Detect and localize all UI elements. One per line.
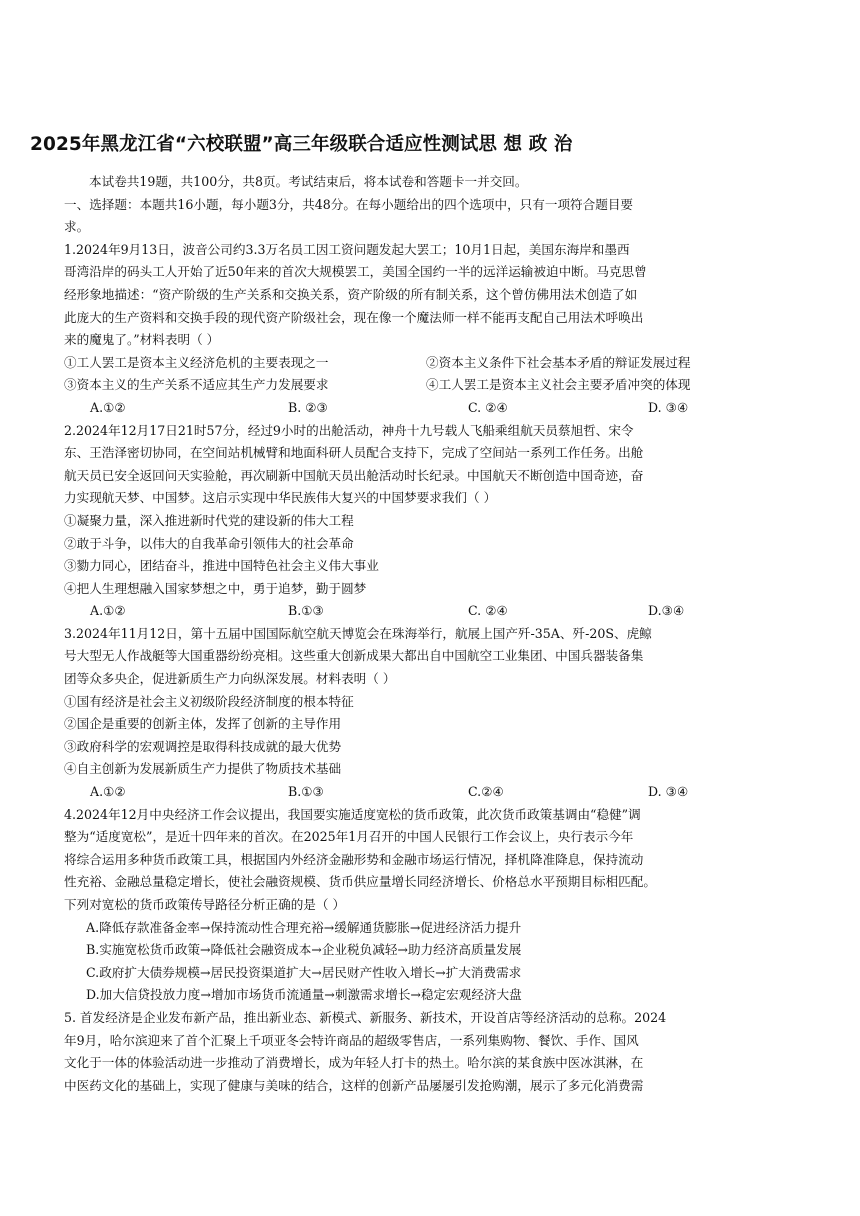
question-text-line: 下列对宽松的货币政策传导路径分析正确的是（ ） [64,897,346,912]
question-text-line: 3.2024年11月12日，第十五届中国国际航空航天博览会在珠海举行，航展上国产歼-35A、歼-20S、虎鲸 [64,625,652,641]
question-text-line: 哥湾沿岸的码头工人开始了近50年来的首次大规模罢工，美国全国约一半的远洋运输被迫中断。马克思曾 [64,264,647,280]
question-text-line: 力实现航天梦、中国梦。这启示实现中华民族伟大复兴的中国梦要求我们（ ） [64,490,497,506]
statement-2: ②敢于斗争，以伟大的自我革命引领伟大的社会革命 [64,535,354,551]
question-5 [64,1007,784,1097]
exam-content [64,171,784,1097]
question-3 [64,623,784,804]
question-text-line: 整为“适度宽松”，是近十四年来的首次。在2025年1月召开的中国人民银行工作会议上，央行表示今年 [64,829,634,845]
option-a: A.①② [90,399,126,415]
statement-3: ③资本主义的生产关系不适应其生产力发展要求 [64,377,329,393]
option-a: A.①② [90,784,126,800]
statement-2: ②资本主义条件下社会基本矛盾的辩证发展过程 [426,354,691,370]
answer-options [64,397,784,420]
question-text-line: 号大型无人作战艇等大国重器纷纷亮相。这些重大创新成果大都出自中国航空工业集团、中国兵器装备集 [64,648,644,664]
page-title: 2025年黑龙江省“六校联盟”高三年级联合适应性测试思 想 政 治 [30,134,573,155]
option-b: B.①③ [288,784,324,800]
question-text-line: 性充裕、金融总量稳定增长，使社会融资规模、货币供应量增长同经济增长、价格总水平预期目标相匹配。 [64,874,656,890]
statement-4: ④自主创新为发展新质生产力提供了物质技术基础 [64,761,342,777]
question-text-line: 1.2024年9月13日，波音公司约3.3万名员工因工资问题发起大罢工；10月1日起，美国东海岸和墨西 [64,241,630,257]
option-d: D.加大信贷投放力度→增加市场货币流通量→刺激需求增长→稳定宏观经济大盘 [86,987,522,1003]
question-4 [64,804,784,1007]
option-b: B. ②③ [288,399,328,415]
question-text-line: 来的魔鬼了。”材料表明（ ） [64,332,220,348]
option-c: C. ②④ [468,399,508,415]
option-c: C. ②④ [468,603,508,619]
statement-2: ②国企是重要的创新主体，发挥了创新的主导作用 [64,716,342,732]
statement-1: ①工人罢工是资本主义经济危机的主要表现之一 [64,354,329,370]
intro-text: 本试卷共19题，共100分，共8页。考试结束后，将本试卷和答题卡一并交回。 [89,174,528,189]
option-b: B.①③ [288,603,324,619]
option-c: C.政府扩大债券规模→居民投资渠道扩大→居民财产性收入增长→扩大消费需求 [86,964,522,980]
question-text-line: 经形象地描述：“资产阶级的生产关系和交换关系，资产阶级的所有制关系，这个曾仿佛用法术创造了如 [64,286,638,302]
statement-4: ④把人生理想融入国家梦想之中，勇于追梦，勤于圆梦 [64,580,367,596]
statement-row [64,374,784,397]
statement-4: ④工人罢工是资本主义社会主要矛盾冲突的体现 [426,377,691,393]
question-text-line: 此庞大的生产资料和交换手段的现代资产阶级社会，现在像一个魔法师一样不能再支配自己用法术呼唤出 [64,309,644,325]
question-text-line: 5. 首发经济是企业发布新产品，推出新业态、新模式、新服务、新技术，开设首店等经济活动的总称。2024 [64,1009,667,1025]
question-2 [64,420,784,623]
question-text-line: 东、王浩泽密切协同，在空间站机械臂和地面科研人员配合支持下，完成了空间站一系列工作任务。出舱 [64,445,644,461]
question-text-line: 4.2024年12月中央经济工作会议提出，我国要实施适度宽松的货币政策，此次货币政策基调由“稳健”调 [64,806,641,822]
option-d: D. ③④ [648,784,689,800]
option-d: D. ③④ [648,399,689,415]
section-heading-line-2: 求。 [64,219,90,235]
question-text-line: 年9月，哈尔滨迎来了首个汇聚上千项亚冬会特许商品的超级零售店，一系列集购物、餐饮、手作、国风 [64,1032,639,1048]
answer-options [64,600,784,623]
option-d: D.③④ [648,603,685,619]
question-text-line: 中医药文化的基础上，实现了健康与美味的结合，这样的创新产品屡屡引发抢购潮，展示了多元化消费需 [64,1077,644,1093]
answer-options [64,781,784,804]
statement-1: ①凝聚力量，深入推进新时代党的建设新的伟大工程 [64,512,354,528]
question-text-line: 航天员已安全返回问天实验舱，再次刷新中国航天员出舱活动时长纪录。中国航天不断创造中国奇迹，奋 [64,467,644,483]
option-a: A.①② [90,603,126,619]
section-heading-line-1: 一、选择题：本题共16小题，每小题3分，共48分。在每小题给出的四个选项中，只有一项符合题目要 [64,196,634,212]
statement-3: ③勠力同心，团结奋斗，推进中国特色社会主义伟大事业 [64,558,379,574]
statement-3: ③政府科学的宏观调控是取得科技成就的最大优势 [64,738,342,754]
question-text-line: 2.2024年12月17日21时57分，经过9小时的出舱活动，神舟十九号载人飞船乘组航天员蔡旭哲、宋令 [64,422,634,438]
option-a: A.降低存款准备金率→保持流动性合理充裕→缓解通货膨胀→促进经济活力提升 [86,919,522,935]
option-c: C.②④ [468,784,504,800]
question-text-line: 文化于一体的体验活动进一步推动了消费增长，成为年轻人打卡的热土。哈尔滨的某食族中医冰淇淋，在 [64,1055,644,1071]
question-1 [64,239,784,420]
option-b: B.实施宽松货币政策→降低社会融资成本→企业税负减轻→助力经济高质量发展 [86,942,522,958]
question-text-line: 将综合运用多种货币政策工具，根据国内外经济金融形势和金融市场运行情况，择机降准降息，保持流动 [64,851,644,867]
statement-1: ①国有经济是社会主义初级阶段经济制度的根本特征 [64,693,354,709]
question-text-line: 团等众多央企，促进新质生产力向纵深发展。材料表明（ ） [64,671,396,687]
statement-row [64,352,784,375]
